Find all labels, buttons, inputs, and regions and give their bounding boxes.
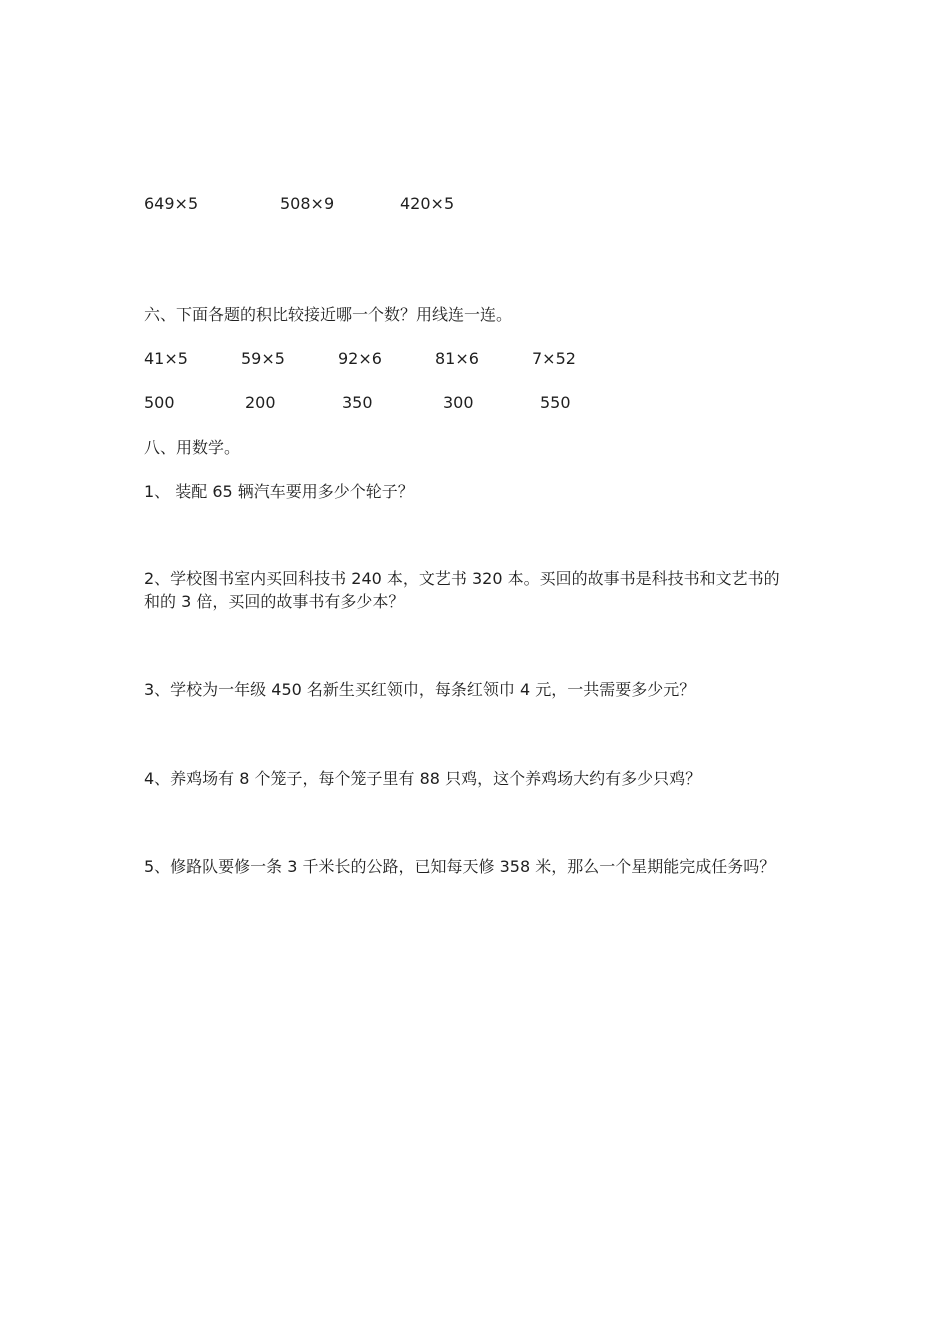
calc-item: 420×5 (400, 194, 455, 213)
number-item: 550 (540, 393, 571, 412)
question-5: 5、修路队要修一条 3 千米长的公路，已知每天修 358 米，那么一个星期能完成任务吗？ (144, 857, 776, 876)
calc-item: 649×5 (144, 194, 199, 213)
question-3: 3、学校为一年级 450 名新生买红领巾，每条红领巾 4 元，一共需要多少元？ (144, 680, 696, 699)
expression-item: 41×5 (144, 349, 188, 368)
expression-item: 81×6 (435, 349, 479, 368)
question-1: 1、 装配 65 辆汽车要用多少个轮子？ (144, 482, 414, 501)
number-item: 500 (144, 393, 175, 412)
section8-heading: 八、用数学。 (144, 438, 241, 457)
expression-item: 7×52 (532, 349, 576, 368)
number-item: 200 (245, 393, 276, 412)
number-row (144, 391, 804, 415)
calc-item: 508×9 (280, 194, 335, 213)
number-item: 300 (443, 393, 474, 412)
expression-row (144, 347, 804, 371)
expression-item: 59×5 (241, 349, 285, 368)
question-2-line-2: 和的 3 倍，买回的故事书有多少本？ (144, 592, 405, 611)
question-2 (144, 567, 804, 613)
question-2-line-1: 2、学校图书室内买回科技书 240 本，文艺书 320 本。买回的故事书是科技书和文艺书的 (144, 569, 780, 588)
expression-item: 92×6 (338, 349, 382, 368)
question-4: 4、养鸡场有 8 个笼子，每个笼子里有 88 只鸡，这个养鸡场大约有多少只鸡？ (144, 769, 702, 788)
calculation-row (144, 192, 804, 216)
number-item: 350 (342, 393, 373, 412)
section6-heading: 六、下面各题的积比较接近哪一个数？用线连一连。 (144, 305, 513, 324)
